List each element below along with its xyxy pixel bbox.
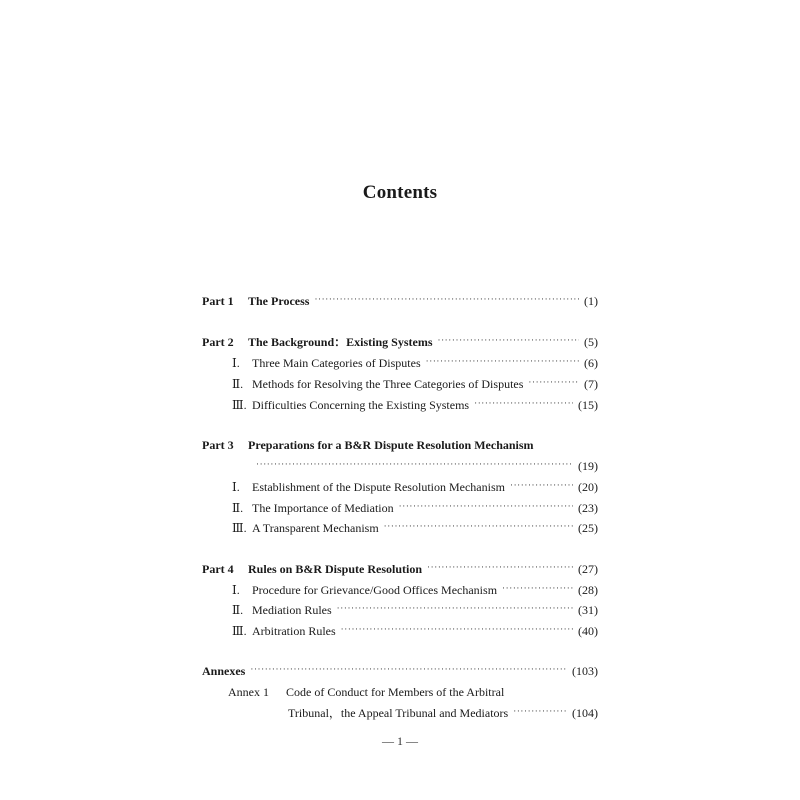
page-number: (103): [572, 664, 598, 678]
toc-entry-part-4-i[interactable]: [232, 577, 598, 597]
dot-leader: [399, 501, 573, 515]
dot-leader: [474, 398, 573, 412]
dot-leader: [314, 294, 579, 308]
toc-entry-part-1[interactable]: [202, 288, 598, 308]
page-number: (104): [572, 706, 598, 720]
annex-title-line-1: Code of Conduct for Members of the Arbitral: [286, 685, 505, 699]
section-title: Difficulties Concerning the Existing Systems: [252, 398, 470, 412]
dot-leader: [337, 603, 573, 617]
page-number: (1): [584, 294, 598, 308]
toc-entry-part-2-i[interactable]: [232, 350, 598, 370]
toc-entry-part-2[interactable]: [202, 329, 598, 349]
page-number: (20): [578, 480, 598, 494]
dot-leader: [502, 583, 573, 597]
toc-entry-part-4[interactable]: [202, 556, 598, 576]
section-title: Three Main Categories of Disputes: [252, 356, 421, 370]
section-title: Mediation Rules: [252, 603, 332, 617]
page-title: Contents: [362, 182, 438, 203]
roman-numeral: Ⅱ.: [232, 377, 244, 391]
dot-leader: [250, 664, 567, 678]
dot-leader: [510, 480, 573, 494]
toc-entry-annexes[interactable]: [202, 658, 598, 678]
page-number: (40): [578, 624, 598, 638]
roman-numeral: Ⅰ.: [232, 583, 240, 597]
dot-leader: [384, 521, 573, 535]
section-title: A Transparent Mechanism: [252, 521, 379, 535]
page-number: (25): [578, 521, 598, 535]
page-number: (5): [584, 335, 598, 349]
roman-numeral: Ⅱ.: [232, 603, 244, 617]
toc-entry-part-4-ii[interactable]: [232, 597, 598, 617]
dot-leader: [256, 459, 573, 473]
section-title: Methods for Resolving the Three Categories of Disputes: [252, 377, 524, 391]
toc-entry-part-3-i[interactable]: [232, 474, 598, 494]
part-title: The Process: [248, 294, 310, 308]
part-number: Part 4: [202, 562, 234, 576]
part-number: Part 3: [202, 438, 234, 452]
part-number: Part 1: [202, 294, 234, 308]
toc-entry-part-3-ii[interactable]: [232, 495, 598, 515]
toc-entry-part-2-iii[interactable]: [232, 392, 598, 412]
section-title: Procedure for Grievance/Good Offices Mechanism: [252, 583, 498, 597]
page-number: (23): [578, 501, 598, 515]
part-title: Preparations for a B&R Dispute Resolution Mechanism: [248, 438, 534, 452]
roman-numeral: Ⅱ.: [232, 501, 244, 515]
page-number: (7): [584, 377, 598, 391]
dot-leader: [528, 377, 579, 391]
annex-number: Annex 1: [228, 685, 269, 699]
annexes-title: Annexes: [202, 664, 246, 678]
toc-entry-part-2-ii[interactable]: [232, 371, 598, 391]
dot-leader: [427, 562, 573, 576]
page-number: (6): [584, 356, 598, 370]
roman-numeral: Ⅲ.: [232, 624, 247, 638]
page-number: (28): [578, 583, 598, 597]
toc-entry-annex-1[interactable]: [228, 679, 598, 699]
dot-leader: [513, 706, 567, 720]
part-title: The Background：Existing Systems: [248, 335, 433, 349]
section-title: Establishment of the Dispute Resolution Mechanism: [252, 480, 505, 494]
toc-entry-part-3[interactable]: [202, 432, 598, 452]
roman-numeral: Ⅲ.: [232, 521, 247, 535]
page-number: (15): [578, 398, 598, 412]
roman-numeral: Ⅰ.: [232, 356, 240, 370]
annex-title-line-2: Tribunal，the Appeal Tribunal and Mediators: [288, 706, 509, 720]
part-number: Part 2: [202, 335, 234, 349]
roman-numeral: Ⅰ.: [232, 480, 240, 494]
toc-entry-part-3-continuation[interactable]: [256, 453, 598, 473]
dot-leader: [341, 624, 573, 638]
page-number: (31): [578, 603, 598, 617]
toc-entry-part-3-iii[interactable]: [232, 515, 598, 535]
section-title: Arbitration Rules: [252, 624, 336, 638]
part-title: Rules on B&R Dispute Resolution: [248, 562, 423, 576]
dot-leader: [437, 335, 579, 349]
page-number-footer: — 1 —: [382, 734, 418, 748]
dot-leader: [426, 356, 579, 370]
page-number: (27): [578, 562, 598, 576]
toc-entry-part-4-iii[interactable]: [232, 618, 598, 638]
roman-numeral: Ⅲ.: [232, 398, 247, 412]
section-title: The Importance of Mediation: [252, 501, 394, 515]
page-number: (19): [578, 459, 598, 473]
toc-entry-annex-1-continuation[interactable]: [288, 700, 598, 720]
